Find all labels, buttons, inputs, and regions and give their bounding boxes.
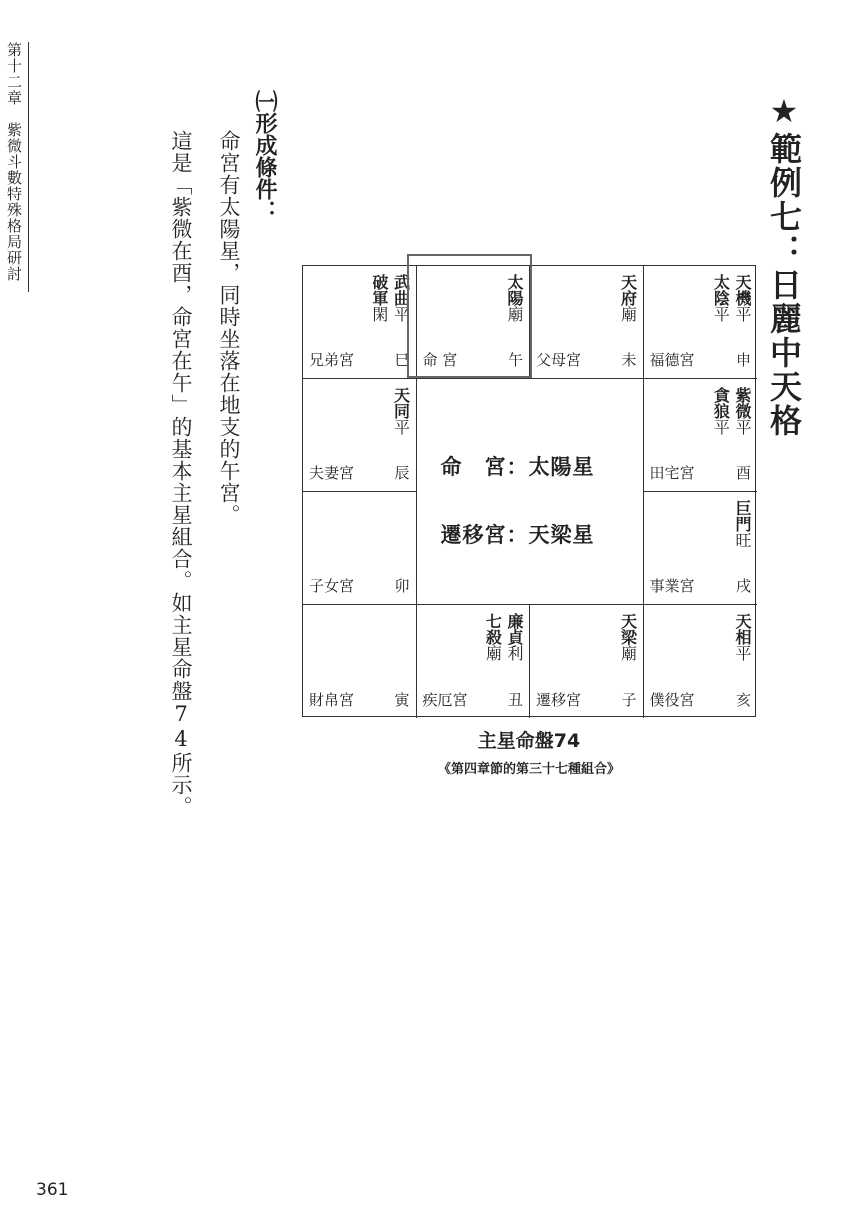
paragraph-1: 命宮有太陽星，同時坐落在地支的午宮。 (217, 130, 241, 526)
star-status: 閑 (369, 306, 389, 322)
section-heading: ㈠形成條件： (252, 90, 277, 222)
star-name: 天府 (618, 274, 638, 306)
star-name: 天機 (733, 274, 752, 306)
star (712, 387, 730, 435)
star-name: 太陽 (505, 274, 524, 306)
star-name: 太陰 (711, 274, 731, 306)
star-status: 廟 (483, 645, 503, 661)
palace-name: 子女宮 (309, 577, 355, 595)
palace-label (309, 689, 410, 710)
star-group (484, 613, 523, 661)
chart-cell (303, 379, 417, 492)
palace-label (650, 462, 752, 483)
star-group (392, 387, 410, 435)
star-status: 廟 (505, 306, 524, 322)
chart-cell (417, 605, 531, 718)
star-name: 七殺 (483, 613, 503, 645)
chapter-header: 第十二章 紫微斗數特殊格局研討 (5, 42, 23, 282)
star-group (712, 387, 751, 435)
palace-name: 事業宮 (649, 577, 695, 595)
star-group (370, 274, 409, 322)
star-status: 旺 (733, 532, 752, 548)
star-group (619, 613, 637, 661)
chart-subcaption: 《第四章節的第三十七種組合》 (437, 762, 620, 777)
palace-name: 夫妻宮 (309, 464, 355, 482)
star-group (733, 500, 751, 548)
star-name: 巨門 (733, 500, 752, 532)
star (733, 387, 751, 435)
center-line-2: 遷移宮：天梁星 (440, 522, 595, 547)
star (712, 274, 730, 322)
chart-cell (530, 605, 644, 718)
palace-label (650, 575, 752, 596)
star (619, 613, 637, 661)
star-name: 武曲 (391, 274, 411, 306)
palace-label (536, 349, 637, 370)
earthly-branch: 午 (507, 351, 523, 369)
earthly-branch: 亥 (735, 691, 751, 709)
palace-name: 疾厄宮 (422, 691, 468, 709)
chart-center (417, 379, 644, 605)
chart-cell (644, 605, 758, 718)
star-status: 平 (391, 419, 411, 435)
example-title: ★範例七：日麗中天格 (765, 92, 803, 438)
palace-label (309, 575, 410, 596)
palace-name: 命 宮 (422, 351, 458, 369)
star-status: 平 (733, 306, 752, 322)
star-status: 廟 (618, 645, 638, 661)
earthly-branch: 卯 (394, 577, 410, 595)
palace-name: 僕役宮 (649, 691, 695, 709)
palace-name: 田宅宮 (649, 464, 695, 482)
palace-label (536, 689, 637, 710)
chart-cell (644, 492, 758, 605)
palace-label (650, 689, 752, 710)
paragraph-2: 這是「紫微在酉，命宮在午」的基本主星組合。如主星命盤74所示。 (169, 130, 193, 818)
palace-name: 福德宮 (649, 351, 695, 369)
palace-label (309, 462, 410, 483)
star-name: 廉貞 (505, 613, 524, 645)
earthly-branch: 巳 (394, 351, 410, 369)
star-status: 利 (505, 645, 524, 661)
star (370, 274, 388, 322)
chart-cell (644, 266, 758, 379)
earthly-branch: 寅 (394, 691, 410, 709)
chart-cell (530, 266, 644, 379)
star (392, 387, 410, 435)
center-line-1: 命 宮：太陽星 (440, 454, 595, 479)
chart-cell (303, 605, 417, 718)
palace-name: 父母宮 (536, 351, 582, 369)
star-group (619, 274, 637, 322)
ming-palace-highlight (407, 254, 532, 378)
star-group (712, 274, 751, 322)
palace-label (309, 349, 410, 370)
star-name: 天同 (391, 387, 411, 419)
star-status: 平 (733, 419, 752, 435)
star-name: 天相 (733, 613, 752, 645)
palace-label (650, 349, 752, 370)
palace-name: 兄弟宮 (309, 351, 355, 369)
star-status: 平 (711, 306, 731, 322)
star-status: 平 (733, 645, 752, 661)
earthly-branch: 辰 (394, 464, 410, 482)
earthly-branch: 戌 (735, 577, 751, 595)
star-group (733, 613, 751, 661)
header-rule (28, 42, 29, 292)
star (733, 500, 751, 548)
earthly-branch: 未 (621, 351, 637, 369)
earthly-branch: 酉 (735, 464, 751, 482)
star-status: 廟 (618, 306, 638, 322)
palace-name: 財帛宮 (309, 691, 355, 709)
star-name: 破軍 (369, 274, 389, 306)
star (505, 613, 523, 661)
star (733, 613, 751, 661)
chart-cell (644, 379, 758, 492)
star (484, 613, 502, 661)
chart-cell (303, 266, 417, 379)
earthly-branch: 丑 (507, 691, 523, 709)
star-name: 貪狼 (711, 387, 731, 419)
chart-caption: 主星命盤74 (477, 730, 581, 752)
star (733, 274, 751, 322)
page-number: 361 (36, 1180, 69, 1200)
palace-label (423, 689, 524, 710)
earthly-branch: 申 (735, 351, 751, 369)
star (619, 274, 637, 322)
star-status: 平 (391, 306, 411, 322)
palace-name: 遷移宮 (536, 691, 582, 709)
star-status: 平 (711, 419, 731, 435)
chart-cell (303, 492, 417, 605)
star-name: 紫微 (733, 387, 752, 419)
earthly-branch: 子 (621, 691, 637, 709)
star-name: 天梁 (618, 613, 638, 645)
